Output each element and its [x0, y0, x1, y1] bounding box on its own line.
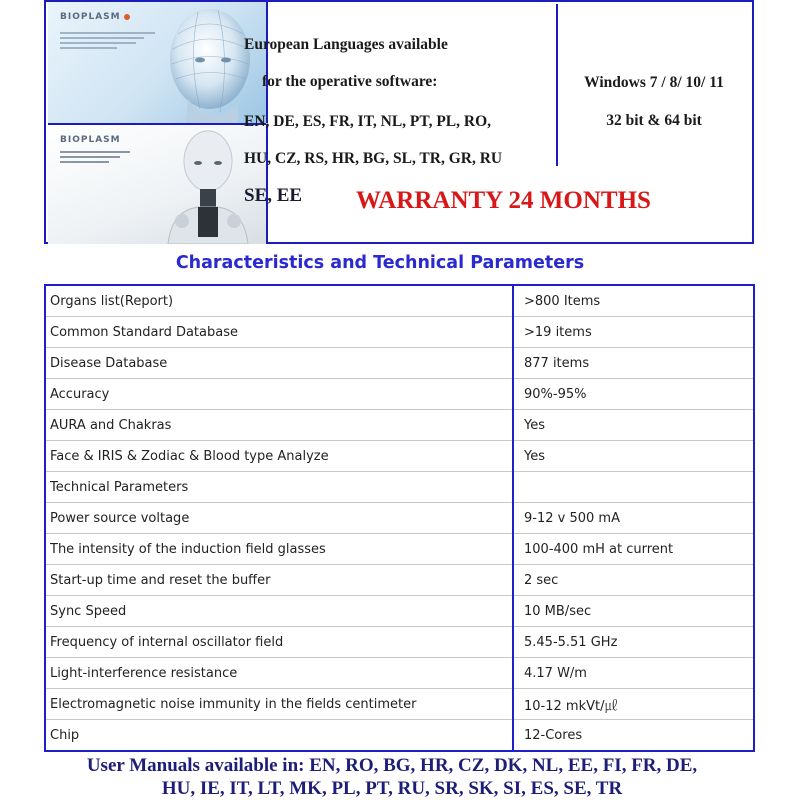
parameter-value: Yes [513, 441, 754, 472]
parameter-value: 5.45-5.51 GHz [513, 627, 754, 658]
parameter-name: Electromagnetic noise immunity in the fields centimeter [45, 689, 513, 720]
warranty-label: WARRANTY 24 MONTHS [356, 187, 651, 214]
parameter-name: Technical Parameters [45, 472, 513, 503]
table-row [45, 348, 754, 379]
placeholder-text-2 [60, 151, 130, 166]
placeholder-text [60, 32, 155, 52]
parameter-name: Common Standard Database [45, 317, 513, 348]
parameter-value: 9-12 v 500 mA [513, 503, 754, 534]
parameter-value: 90%-95% [513, 379, 754, 410]
parameter-value: 100-400 mH at current [513, 534, 754, 565]
table-row [45, 689, 754, 720]
product-banner [44, 0, 754, 244]
product-screenshot-head [48, 2, 268, 123]
table-row [45, 410, 754, 441]
parameter-name: Disease Database [45, 348, 513, 379]
parameter-name: Start-up time and reset the buffer [45, 565, 513, 596]
table-row [45, 534, 754, 565]
parameter-value: 877 items [513, 348, 754, 379]
product-logo-2: BIOPLASM [60, 135, 121, 145]
user-manuals-note [0, 754, 784, 800]
os-support: Windows 7 / 8/ 10/ 11 [584, 74, 724, 91]
languages-list-line2: HU, CZ, RS, HR, BG, SL, TR, GR, RU [244, 150, 503, 167]
parameter-name: Sync Speed [45, 596, 513, 627]
parameter-value: 10 MB/sec [513, 596, 754, 627]
parameter-name: Light-interference resistance [45, 658, 513, 689]
digital-head-illustration [148, 4, 266, 123]
user-manuals-line1: User Manuals available in: EN, RO, BG, HR, CZ, DK, NL, EE, FI, FR, DE, [86, 755, 698, 776]
parameter-value [513, 472, 754, 503]
languages-heading-line2: for the operative software: [262, 73, 438, 90]
parameter-name: Accuracy [45, 379, 513, 410]
table-row [45, 720, 754, 752]
os-bitness: 32 bit & 64 bit [606, 112, 702, 129]
languages-heading-line1: European Languages available [244, 36, 448, 53]
parameter-value: >19 items [513, 317, 754, 348]
parameter-name: The intensity of the induction field glasses [45, 534, 513, 565]
parameter-value: 10-12 mkVt/㎕ [513, 689, 754, 720]
parameter-name: Face & IRIS & Zodiac & Blood type Analyze [45, 441, 513, 472]
table-row [45, 472, 754, 503]
parameter-value: 4.17 W/m [513, 658, 754, 689]
table-row [45, 285, 754, 317]
parameter-value: Yes [513, 410, 754, 441]
languages-list-line1: EN, DE, ES, FR, IT, NL, PT, PL, RO, [244, 113, 492, 130]
parameter-value: 2 sec [513, 565, 754, 596]
parameter-name: Organs list(Report) [45, 285, 513, 317]
parameter-value: >800 Items [513, 285, 754, 317]
parameter-name: Frequency of internal oscillator field [45, 627, 513, 658]
table-row [45, 317, 754, 348]
user-manuals-line2: HU, IE, IT, LT, MK, PL, PT, RU, SR, SK, SI, ES, SE, TR [161, 778, 623, 799]
table-row [45, 379, 754, 410]
section-title: Characteristics and Technical Parameters [175, 253, 585, 273]
product-logo: BIOPLASM [60, 12, 130, 22]
parameter-name: Chip [45, 720, 513, 752]
parameter-value: 12-Cores [513, 720, 754, 752]
parameter-name: Power source voltage [45, 503, 513, 534]
table-row [45, 565, 754, 596]
table-row [45, 503, 754, 534]
parameters-table [44, 284, 755, 752]
table-row [45, 658, 754, 689]
parameter-name: AURA and Chakras [45, 410, 513, 441]
table-row [45, 441, 754, 472]
product-screenshot-robot [48, 125, 268, 244]
languages-list-line3: SE, EE [244, 185, 303, 206]
table-row [45, 596, 754, 627]
table-row [45, 627, 754, 658]
